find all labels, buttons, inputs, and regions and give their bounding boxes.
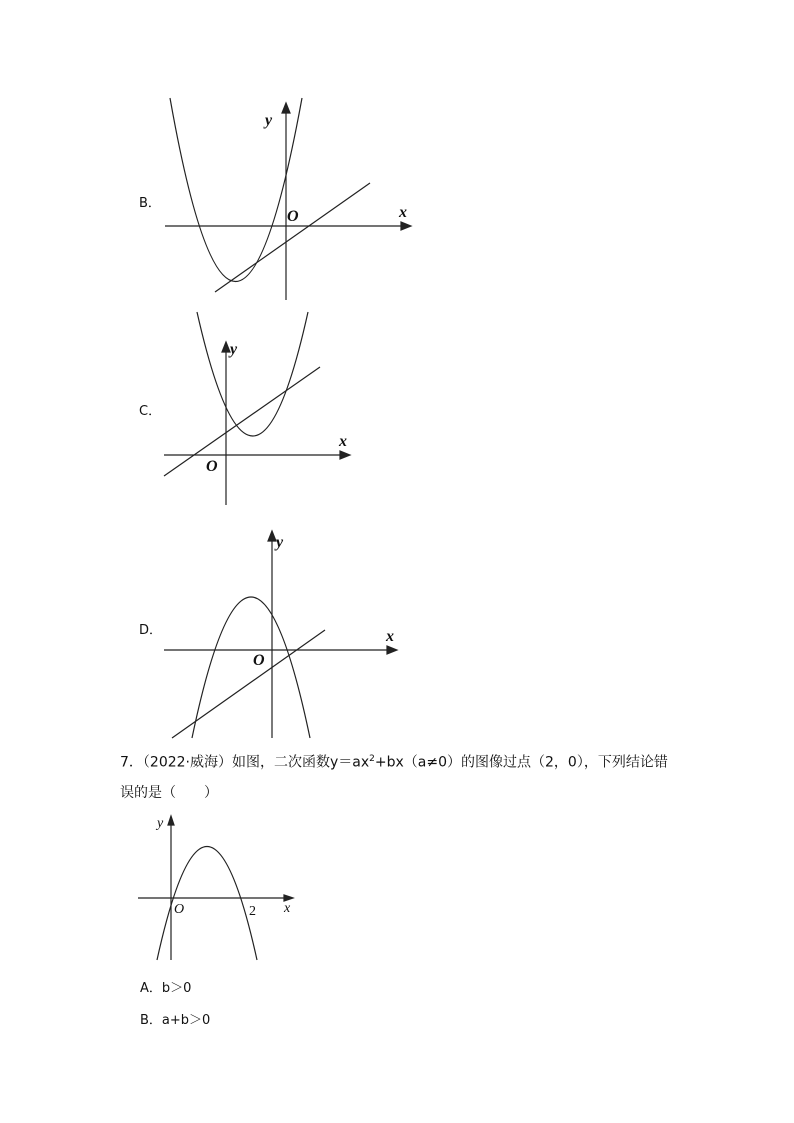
question-superscript: 2 — [369, 754, 375, 764]
parabola — [197, 312, 308, 436]
origin-label: O — [206, 458, 218, 475]
answer-b-text: a+b＞0 — [161, 1013, 211, 1028]
line — [215, 183, 370, 292]
parabola — [157, 847, 257, 961]
option-c-graph — [0, 300, 794, 515]
origin-label: O — [287, 208, 299, 225]
question-number: 7． — [120, 754, 143, 771]
question-text-1: 如图，二次函数y＝ax — [232, 754, 370, 771]
line — [172, 630, 325, 738]
y-axis-label: y — [276, 534, 284, 551]
x-axis-arrow — [401, 222, 411, 230]
x-axis-arrow — [387, 646, 397, 654]
origin-label: O — [253, 652, 265, 669]
x-axis-label: x — [386, 628, 394, 645]
y-axis-arrow — [268, 531, 276, 541]
y-axis-arrow — [222, 342, 230, 352]
x-axis-label: x — [339, 433, 347, 450]
y-axis-label: y — [157, 816, 164, 831]
parabola — [170, 98, 302, 282]
option-d-graph — [0, 520, 794, 742]
x-axis-label: x — [284, 901, 291, 916]
origin-label: O — [174, 902, 185, 917]
question-7-graph — [0, 805, 794, 970]
question-source: （2022·威海） — [142, 754, 233, 771]
x-axis-arrow — [340, 451, 350, 459]
answer-a-text: b＞0 — [161, 981, 192, 996]
question-7 — [120, 744, 680, 808]
option-d-label: D． — [139, 623, 163, 638]
option-b-label: B． — [139, 196, 161, 211]
question-text-2: +bx（a≠0）的图像过点（2，0），下列结论错误的是（ ） — [120, 754, 668, 801]
answer-a-label: A． — [140, 981, 162, 996]
answer-b-label: B． — [140, 1013, 162, 1028]
y-axis-label: y — [265, 112, 273, 129]
y-axis-arrow — [168, 816, 174, 825]
y-axis-label: y — [230, 341, 238, 358]
tick-label-2: 2 — [249, 904, 256, 919]
parabola — [192, 597, 310, 738]
option-c-label: C． — [139, 404, 162, 419]
y-axis-arrow — [282, 103, 290, 113]
x-axis-label: x — [399, 204, 407, 221]
answer-b — [140, 1009, 210, 1028]
option-b-graph — [0, 0, 794, 310]
line — [164, 367, 320, 476]
answer-a — [140, 977, 191, 996]
